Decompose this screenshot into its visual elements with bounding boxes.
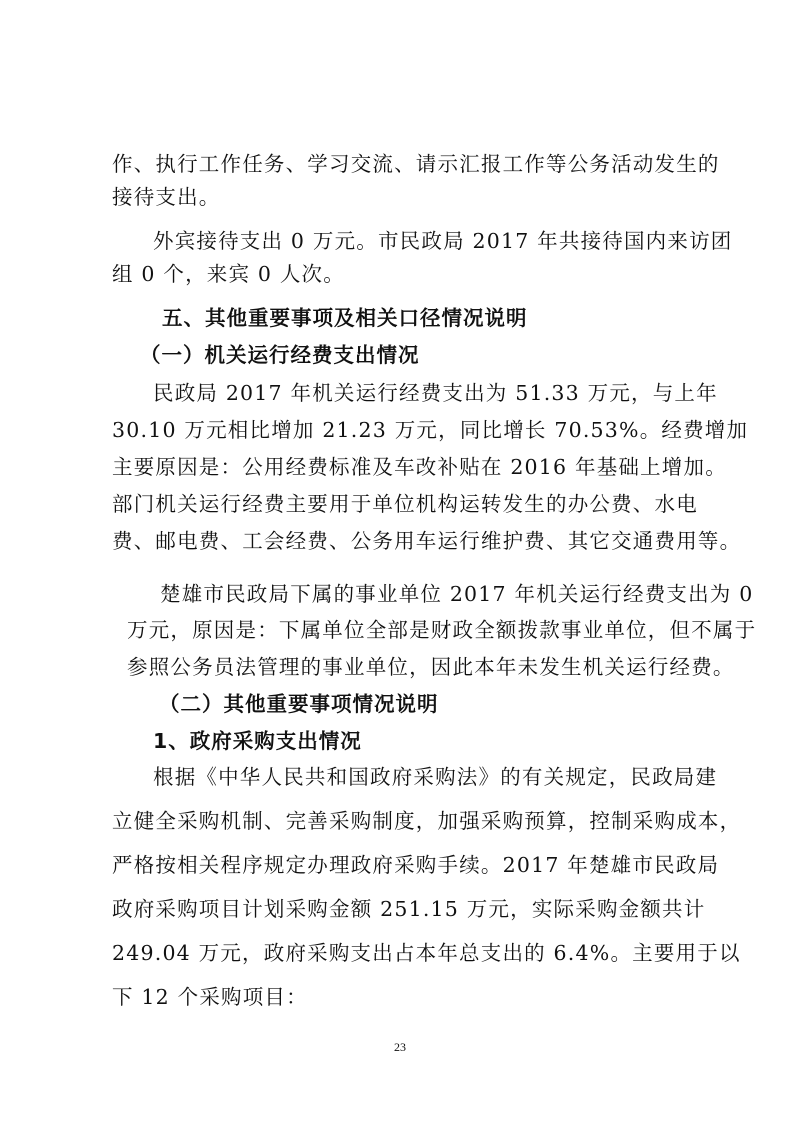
body-line: 政府采购项目计划采购金额 251.15 万元，实际采购金额共计	[112, 897, 706, 921]
page-number: 23	[394, 1040, 406, 1054]
body-line: 楚雄市民政局下属的事业单位 2017 年机关运行经费支出为 0	[160, 582, 754, 606]
body-line: 主要原因是：公用经费标准及车改补贴在 2016 年基础上增加。	[112, 455, 727, 479]
subsection-heading: （一）机关运行经费支出情况	[140, 343, 420, 367]
body-line: 参照公务员法管理的事业单位，因此本年未发生机关运行经费。	[127, 655, 735, 679]
body-line: 外宾接待支出 0 万元。市民政局 2017 年共接待国内来访团	[153, 229, 733, 253]
body-line: 接待支出。	[112, 185, 221, 209]
body-line: 249.04 万元，政府采购支出占本年总支出的 6.4%。主要用于以	[112, 941, 741, 965]
body-line: 部门机关运行经费主要用于单位机构运转发生的办公费、水电	[112, 492, 698, 516]
body-line: 下 12 个采购项目：	[112, 985, 308, 1009]
body-line: 万元，原因是：下属单位全部是财政全额拨款事业单位，但不属于	[127, 618, 757, 642]
body-line: 费、邮电费、工会经费、公务用车运行维护费、其它交通费用等。	[112, 529, 742, 553]
body-line: 作、执行工作任务、学习交流、请示汇报工作等公务活动发生的	[112, 152, 720, 176]
body-line: 根据《中华人民共和国政府采购法》的有关规定，民政局建	[153, 765, 718, 789]
body-line: 严格按相关程序规定办理政府采购手续。2017 年楚雄市民政局	[112, 853, 720, 877]
subsection-heading: 1、政府采购支出情况	[153, 729, 362, 753]
body-line: 民政局 2017 年机关运行经费支出为 51.33 万元，与上年	[153, 381, 718, 405]
body-line: 组 0 个，来宾 0 人次。	[112, 262, 345, 286]
subsection-heading: （二）其他重要事项情况说明	[159, 692, 439, 716]
section-heading: 五、其他重要事项及相关口径情况说明	[162, 306, 528, 330]
body-line: 立健全采购机制、完善采购制度，加强采购预算，控制采购成本，	[112, 809, 742, 833]
body-line: 30.10 万元相比增加 21.23 万元，同比增长 70.53%。经费增加	[112, 418, 749, 442]
